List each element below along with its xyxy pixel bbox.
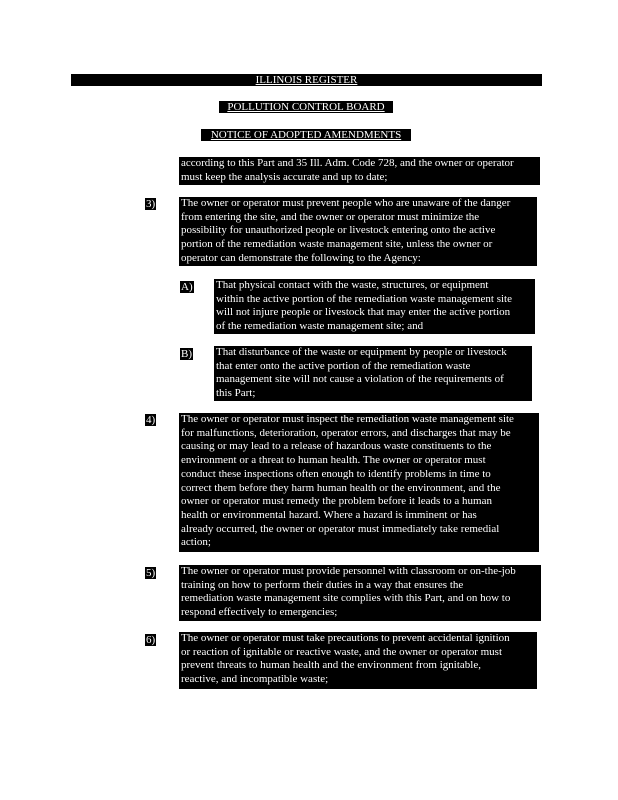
item-paragraph <box>179 565 541 621</box>
text-line: within the active portion of the remediation waste management site <box>216 292 512 305</box>
item-paragraph <box>179 197 537 266</box>
item-label: 5) <box>146 567 156 579</box>
text-line: of the remediation waste management site; and <box>216 320 424 333</box>
text-line: that enter onto the active portion of the remediation waste <box>216 359 471 372</box>
text-line: causing or may lead to a release of hazardous waste constituents to the <box>181 440 492 453</box>
board-title: POLLUTION CONTROL BOARD <box>227 101 385 113</box>
text-line: respond effectively to emergencies; <box>181 606 338 619</box>
text-line: correct them before they harm human health or the environment, and the <box>181 481 501 494</box>
text-line: operator can demonstrate the following to the Agency: <box>181 251 421 264</box>
item-label: B) <box>181 348 192 360</box>
item-paragraph <box>179 413 539 552</box>
text-line: training on how to perform their duties in a way that ensures the <box>181 578 464 591</box>
item-paragraph <box>179 632 537 689</box>
item-paragraph <box>214 279 535 334</box>
register-header <box>71 74 542 86</box>
item-label: 3) <box>146 198 156 210</box>
text-line: The owner or operator must inspect the remediation waste management site <box>181 413 514 425</box>
text-line: prevent threats to human health and the environment from ignitable, <box>181 659 481 672</box>
text-line: reactive, and incompatible waste; <box>181 673 329 686</box>
text-line: The owner or operator must provide personnel with classroom or on-the-job <box>181 565 516 577</box>
item-label: A) <box>181 281 193 293</box>
notice-title: NOTICE OF ADOPTED AMENDMENTS <box>210 129 402 141</box>
text-line: health or environmental hazard. Where a hazard is imminent or has <box>181 508 477 521</box>
text-line: That physical contact with the waste, structures, or equipment <box>216 279 489 291</box>
text-line: environment or a threat to human health. The owner or operator must <box>181 454 486 467</box>
text-line: possibility for unauthorized people or livestock entering onto the active <box>181 224 496 237</box>
register-title: ILLINOIS REGISTER <box>255 74 358 86</box>
text-line: or reaction of ignitable or reactive waste, and the owner or operator must <box>181 645 503 658</box>
text-line: this Part; <box>216 387 256 400</box>
text-line: The owner or operator must take precautions to prevent accidental ignition <box>181 632 510 644</box>
notice-header <box>201 129 411 141</box>
board-header <box>219 101 393 113</box>
item-label: 4) <box>146 414 156 426</box>
text-line: management site will not cause a violation of the requirements of <box>216 373 504 386</box>
text-line: from entering the site, and the owner or operator must minimize the <box>181 210 480 223</box>
text-line: must keep the analysis accurate and up to date; <box>181 170 388 183</box>
text-line: remediation waste management site complies with this Part, and on how to <box>181 592 511 605</box>
item-label: 6) <box>146 634 156 646</box>
text-line: portion of the remediation waste management site, unless the owner or <box>181 238 493 251</box>
text-line: for malfunctions, deterioration, operator errors, and discharges that may be <box>181 426 511 439</box>
text-line: owner or operator must remedy the problem before it leads to a human <box>181 495 492 508</box>
text-line: The owner or operator must prevent people who are unaware of the danger <box>181 197 511 209</box>
text-line: already occurred, the owner or operator must immediately take remedial <box>181 522 500 535</box>
text-line: action; <box>181 536 211 549</box>
text-line: will not injure people or livestock that may enter the active portion <box>216 306 511 319</box>
continuation-paragraph <box>179 157 540 185</box>
text-line: That disturbance of the waste or equipment by people or livestock <box>216 346 507 358</box>
item-paragraph <box>214 346 532 401</box>
text-line: conduct these inspections often enough to identify problems in time to <box>181 467 491 480</box>
text-line: according to this Part and 35 Ill. Adm. Code 728, and the owner or operator <box>181 157 514 169</box>
